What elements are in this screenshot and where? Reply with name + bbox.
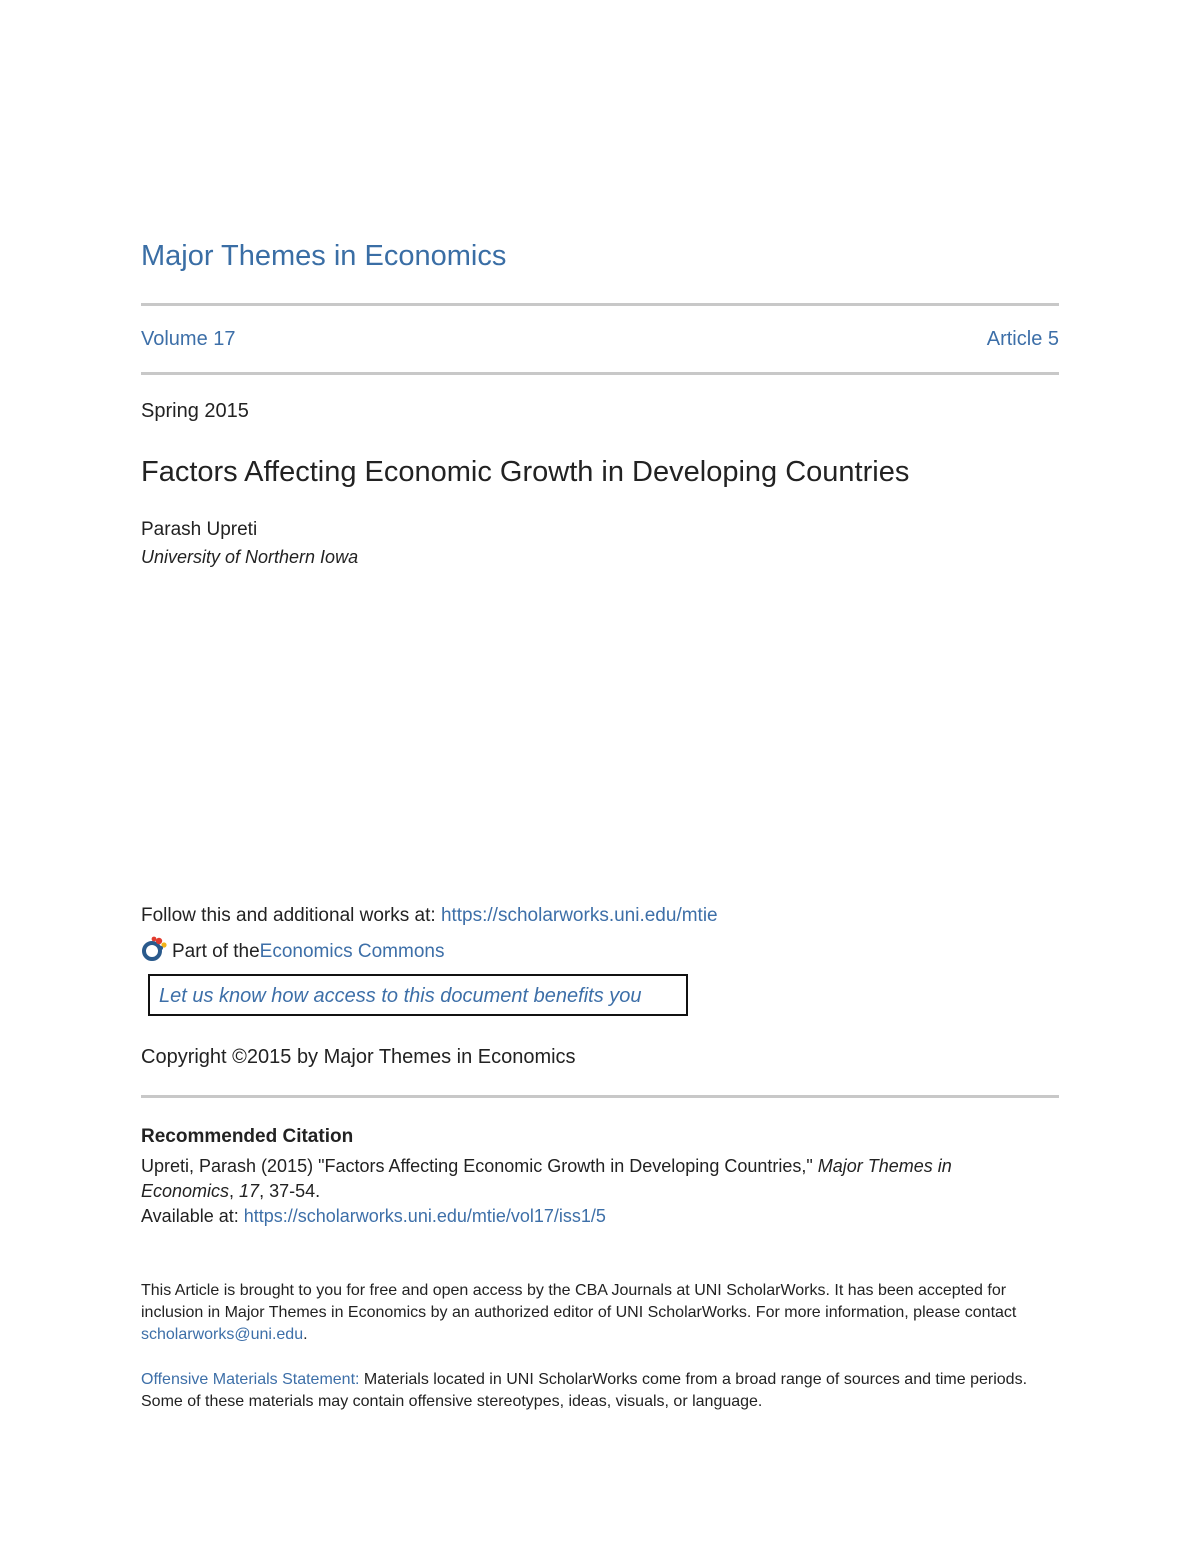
citation-body: Upreti, Parash (2015) "Factors Affecting Economic Growth in Developing Countries," bbox=[141, 1156, 818, 1176]
article-link[interactable]: Article 5 bbox=[986, 328, 1059, 350]
offensive-statement-text: Materials located in UNI ScholarWorks come from a broad range of sources and time periods. Some of these materials may contain offensive stereotypes, ideas, visuals, or language. bbox=[141, 1371, 1028, 1410]
economics-commons-link[interactable]: Economics Commons bbox=[259, 941, 445, 962]
network-commons-icon bbox=[141, 935, 167, 963]
access-notice bbox=[141, 1280, 1031, 1346]
notice-end: . bbox=[303, 1326, 308, 1343]
header-divider bbox=[141, 372, 1059, 375]
citation-sep: , bbox=[229, 1181, 240, 1201]
part-of-line bbox=[141, 935, 444, 963]
copyright-notice: Copyright ©2015 by Major Themes in Economics bbox=[141, 1046, 576, 1068]
feedback-box[interactable] bbox=[148, 974, 688, 1016]
citation-text bbox=[141, 1154, 1041, 1204]
citation-journal: Major Themes in Economics bbox=[141, 1156, 952, 1201]
top-divider bbox=[141, 303, 1059, 306]
follow-url-link[interactable]: https://scholarworks.uni.edu/mtie bbox=[440, 905, 718, 926]
citation-volume: 17 bbox=[239, 1181, 260, 1201]
publication-season: Spring 2015 bbox=[141, 400, 249, 422]
notice-body: This Article is brought to you for free and open access by the CBA Journals at UNI ScholarWorks. It has been accepted for inclusion in Major Themes in Economics by an authorized editor of UNI ScholarWorks. For more information, please contact bbox=[141, 1282, 1017, 1321]
follow-prefix: Follow this and additional works at: bbox=[141, 905, 441, 926]
part-of-prefix: Part of the bbox=[172, 941, 260, 962]
available-at-line bbox=[141, 1206, 606, 1227]
available-prefix: Available at: bbox=[141, 1206, 244, 1226]
recommended-citation-heading: Recommended Citation bbox=[141, 1126, 354, 1147]
author-affiliation: University of Northern Iowa bbox=[141, 547, 359, 567]
article-title: Factors Affecting Economic Growth in Developing Countries bbox=[141, 456, 910, 488]
feedback-link[interactable]: Let us know how access to this document benefits you bbox=[159, 985, 642, 1007]
offensive-statement-link[interactable]: Offensive Materials Statement: bbox=[141, 1371, 360, 1388]
contact-email-link[interactable]: scholarworks@uni.edu bbox=[141, 1326, 304, 1343]
offensive-materials-statement bbox=[141, 1369, 1031, 1413]
follow-line bbox=[141, 905, 718, 927]
author-name: Parash Upreti bbox=[141, 519, 258, 540]
journal-title-link[interactable]: Major Themes in Economics bbox=[141, 240, 507, 272]
copyright-divider bbox=[141, 1095, 1059, 1098]
citation-pages: , 37-54. bbox=[259, 1181, 321, 1201]
available-url-link[interactable]: https://scholarworks.uni.edu/mtie/vol17/iss1/5 bbox=[243, 1206, 606, 1226]
volume-link[interactable]: Volume 17 bbox=[141, 328, 236, 350]
